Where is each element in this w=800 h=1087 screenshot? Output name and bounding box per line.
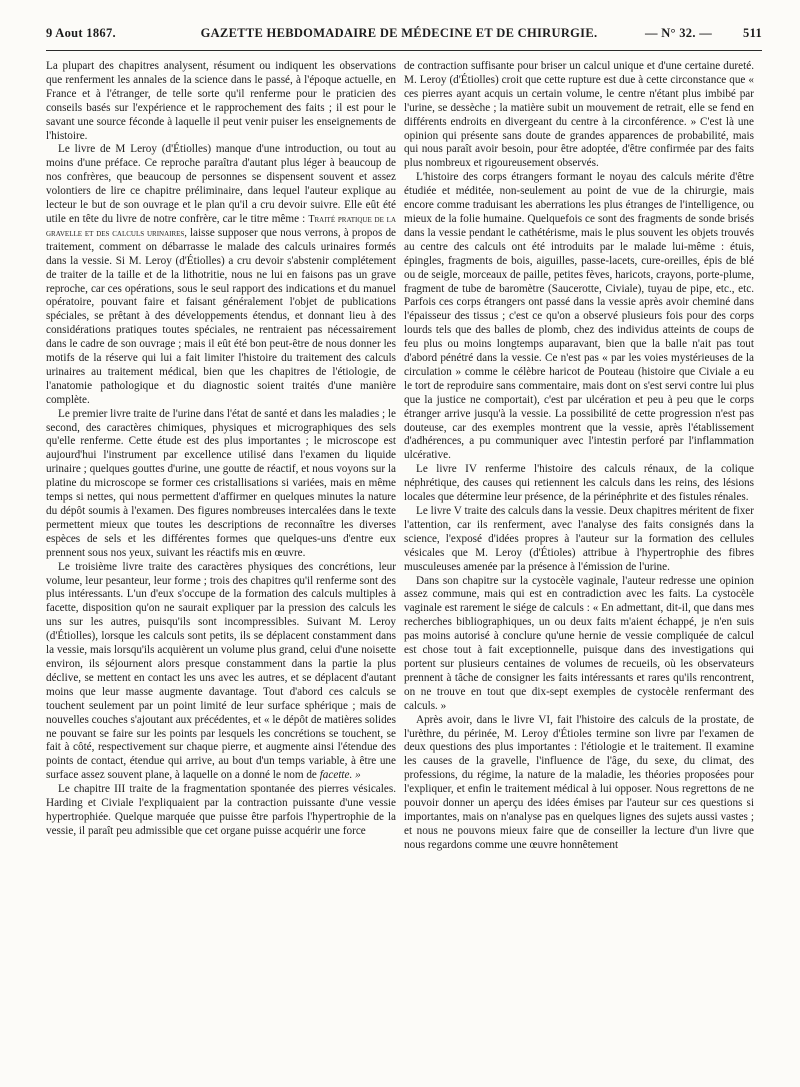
journal-title: GAZETTE HEBDOMADAIRE DE MÉDECINE ET DE CHIRURGIE. (200, 26, 598, 40)
paragraph: Après avoir, dans le livre VI, fait l'histoire des calculs de la prostate, de l'urèthre, du périnée, M. Leroy d'Étioles termine son livre par l'examen de deux questions des plus importantes : l'étiologie et le traitement. Il examine les causes de la gravelle, l'influence de l'âge, du sexe, du climat, des professions, du régime, la nature de la maladie, les théories proposées pour l'expliquer, et enfin le traitement médical à lui opposer. Nous regrettons de ne pouvoir donner un aperçu des idées émises par l'auteur sur ces questions si importantes, mais on n'analyse pas en quelques lignes des sujets aussi vastes ; et nous ne pouvons mieux faire que de conseiller la lecture d'un livre que nous regardons comme une œuvre honnêtement (404, 713, 754, 851)
paragraph: de contraction suffisante pour briser un calcul unique et d'une certaine dureté. M. Leroy (d'Étiolles) croit que cette rupture est due à cette circonstance que « ces pierres ayant acquis un certain volume, le centre n'étant plus imbibé par l'urine, se dessèche ; la matière subit un mouvement de retrait, elle se fend en différents endroits en divergeant du centre à la circonférence. » C'est là une opinion qui présente sans doute de grandes apparences de probabilité, mais qui nous paraît avoir besoin, pour être adoptée, d'être confirmée par des faits plus nombreux et rigoureusement observés. (404, 60, 754, 170)
paragraph: Le livre V traite des calculs dans la vessie. Deux chapitres méritent de fixer l'attention, car ils renferment, avec l'analyse des faits consignés dans la science, l'exposé d'idées propres à l'auteur sur la formation des cellules vésicales que M. Leroy (d'Étioles) attribue à l'hypertrophie des fibres musculeuses amenée par la présence à l'émission de l'urine. (404, 505, 754, 573)
header-date: 9 Aout 1867. (46, 26, 116, 40)
paragraph-text: Le troisième livre traite des caractères physiques des concrétions, leur volume, leur pesanteur, leur forme ; trois des chapitres qu'il renferme sont des plus intéressants. L'un d'eux s'occupe de la formation des calculs multiples à facette, disposition qu'on ne saurait expliquer par la pression des calculs les uns sur les autres, puisqu'ils sont incompressibles. Suivant M. Leroy (d'Étiolles), lorsque les calculs sont petits, ils se déplacent constamment dans la vessie, mais lorsqu'ils acquièrent un volume plus grand, celui d'une noisette environ, ils séjournent alors presque constamment dans la partie la plus déclive, se mettent en contact les uns avec les autres, et se déplacent d'autant moins que leur masse augmente davantage. Tout d'abord ces calculs se touchent seulement par un point limité de leur surface sphérique ; mais de nouvelles couches s'ajoutant aux précédentes, et « le dépôt de matières solides ne pouvant se faire sur les points par lesquels les concrétions se touchent, se fait à côté, respectivement sur chaque pierre, et augmente ainsi l'étendue des points de contact, étendue qui arrive, au bout d'un temps variable, à être une surface assez souvent plane, à laquelle on a donné le nom de (46, 560, 396, 782)
book-title: Traité pratique de la gravelle et des calculs urinaires, (46, 213, 396, 239)
paragraph (46, 143, 396, 407)
page-number: 511 (743, 26, 762, 40)
left-column (46, 60, 396, 1076)
header-rule (46, 50, 762, 51)
paragraph-text: Le livre de M Leroy (d'Étiolles) manque d'une introduction, ou tout au moins d'une préface. Ce reproche paraîtra d'autant plus léger à beaucoup de nos confrères, que beaucoup de personnes se dispensent souvent et assez volontiers de lire ce chapitre préliminaire, dans lequel l'auteur explique au lecteur le but de son ouvrage et le plan qu'il a cru devoir suivre. Elle eût été utile en tête du livre de notre confrère, car le titre même : (46, 143, 396, 225)
paragraph: L'histoire des corps étrangers formant le noyau des calculs mérite d'être étudiée et méditée, non-seulement au point de vue de la chirurgie, mais encore comme traduisant les aberrations les plus étranges de l'intelligence, ou mieux de la folie humaine. Quelquefois ce sont des fragments de sonde brisés dans la vessie pendant le cathétérisme, mais le plus souvent les objets trouvés au centre des calculs ont été introduits par le malade lui-même : étuis, épingles, fragments de bois, aiguilles, passe-lacets, cure-oreilles, épis de blé ou de seigle, morceaux de paille, petites fèves, haricots, crayons, porte-plume, fragment de tube de baromètre (Saucerotte, Civiale), tuyau de pipe, etc., etc. Parfois ces corps étrangers ont passé dans la vessie après avoir cheminé dans l'épaisseur des tissus ; c'est ce qu'on a observé plusieurs fois pour des corps lourds tels que des balles de plomb, chez des individus atteints de coups de feu plus ou moins longtemps auparavant, bien que la balle n'ait pas tout d'abord pénétré dans la vessie. Ce n'est pas « par les voies mystérieuses de la circulation » comme le célèbre haricot de Pouteau (histoire que Civiale a eu le tort de reproduire sans commentaire, mais dont on s'est servi contre lui plus que la justice ne comportait), c'est par ulcération et peu à peu que le corps étranger arrive jusqu'à la vessie. La possibilité de cette progression n'est pas douteuse, car des exemples montrent que la vessie, après l'établissement d'adhérences, a pu communiquer avec l'intestin perforé par l'inflammation ulcérative. (404, 171, 754, 462)
paragraph: Le premier livre traite de l'urine dans l'état de santé et dans les maladies ; le second, des caractères chimiques, physiques et micrographiques des sels qu'elle renferme. Cette étude est des plus importantes ; le microscope est aujourd'hui l'instrument par excellence utilisé dans l'examen du liquide urinaire ; quelques gouttes d'urine, une goutte de réactif, et nous voyons sur la platine du microscope se former ces cristallisations si variées, mais en même temps si nettes, qui nous permettent d'affirmer en quelques minutes la nature du dépôt soumis à l'examen. Des figures nombreuses intercalées dans le texte permettent mieux que toutes les descriptions de reconnaître les diverses espèces de sels et les différentes formes que quelques-uns d'entre eux prennent sous nos yeux, suivant les réactifs mis en œuvre. (46, 407, 396, 559)
paragraph: Le livre IV renferme l'histoire des calculs rénaux, de la colique néphrétique, des causes qui retiennent les calculs dans les reins, des lésions locales que détermine leur présence, de la périnéphrite et des fistules rénales. (404, 463, 754, 504)
issue-number: — N° 32. — (644, 26, 712, 40)
right-column (404, 60, 754, 1076)
paragraph: Dans son chapitre sur la cystocèle vaginale, l'auteur redresse une opinion assez commune, mais qui est en contradiction avec les faits. La cystocèle vaginale est rarement le siége de calculs : « En admettant, dit-il, que dans mes recherches bibliographiques, un ou deux faits m'aient échappé, je n'en suis pas moins autorisé à conclure qu'une hernie de vessie compliquée de calcul est chose tout à fait exceptionnelle, puisque dans des investigations qui portent sur plusieurs centaines de volumes de recueils, où les observateurs prennent à tâche de consigner les faits intéressants et rares qu'ils rencontrent, on ne trouve en tout que dix-sept exemples de cystocèle renfermant des calculs. » (404, 574, 754, 712)
running-header (46, 26, 762, 48)
paragraph (46, 561, 396, 784)
italic-term: facette. » (319, 769, 361, 782)
paragraph: La plupart des chapitres analysent, résument ou indiquent les observations que renferment les annales de la science dans le passé, à l'époque actuelle, en France et à l'étranger, de telle sorte qu'il renferme pour le praticien des conseils basés sur l'expérience et le rapprochement des faits ; il est pour le savant une source féconde à laquelle il peut venir puiser les enseignements de l'histoire. (46, 60, 396, 142)
paragraph-text: laisse supposer que nous verrons, à propos de traitement, comment on débarrasse le malade des calculs urinaires formés dans la vessie. Si M. Leroy (d'Étiolles) a cru devoir s'abstenir complétement de traiter de la taille et de la lithotritie, nous ne lui en faisons pas un grave reproche, car ces opérations, sous le seul rapport des indications et du manuel opératoire, pouvant faire et faisant généralement l'objet de publications spéciales, se prêtant à des développements étendus, et donnant lieu à des considérations pratiques toutes spéciales, ne rentraient pas nécessairement dans le cadre de son ouvrage ; mais il eût été bon peut-être de nous donner les motifs de la réserve qui lui a fait limiter l'histoire du traitement des calculs urinaires au traitement médical, bien que les chapitres de l'étiologie, de l'anatomie pathologique et du diagnostic soient traités d'une manière complète. (46, 226, 396, 406)
paragraph: Le chapitre III traite de la fragmentation spontanée des pierres vésicales. Harding et Civiale l'expliquaient par la contraction puissante d'une vessie hypertrophiée. Quelque marquée que puisse être parfois l'hypertrophie de la vessie, il paraît peu admissible que cet organe puisse acquérir une force (46, 783, 396, 837)
